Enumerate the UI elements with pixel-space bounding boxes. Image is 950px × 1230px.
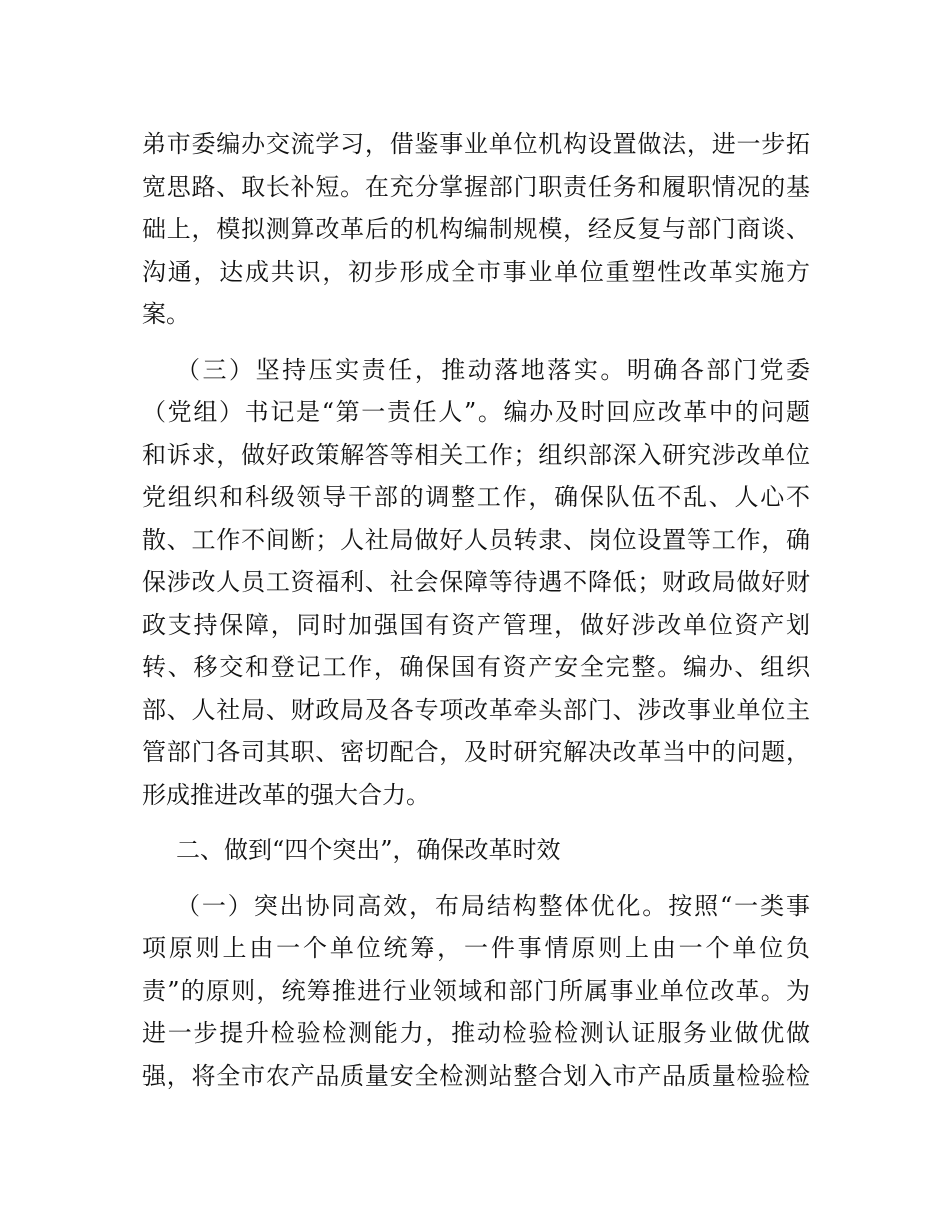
text-line: 政支持保障，同时加强国有资产管理，做好涉改单位资产划 (142, 610, 810, 639)
text-line: 党组织和科级领导干部的调整工作，确保队伍不乱、人心不 (142, 483, 810, 511)
text-line: 宽思路、取长补短。在充分掌握部门职责任务和履职情况的基 (142, 172, 810, 201)
text-line: 和诉求，做好政策解答等相关工作；组织部深入研究涉改单位 (142, 440, 810, 469)
paragraph-4 (142, 885, 810, 1098)
text-line: 管部门各司其职、密切配合，及时研究解决改革当中的问题， (142, 738, 810, 766)
text-line: 散、工作不间断；人社局做好人员转隶、岗位设置等工作，确 (142, 525, 810, 554)
text-line: （三）坚持压实责任，推动落地落实。明确各部门党委 (176, 355, 810, 384)
text-line: 弟市委编办交流学习，借鉴事业单位机构设置做法，进一步拓 (142, 130, 810, 158)
heading-line: 二、做到“四个突出”，确保改革时效 (176, 836, 561, 864)
text-line: 沟通，达成共识，初步形成全市事业单位重塑性改革实施方 (142, 257, 810, 286)
paragraph-1 (142, 123, 810, 336)
text-line: 案。 (142, 300, 190, 328)
text-line: （党组）书记是“第一责任人”。编办及时回应改革中的问题 (142, 398, 810, 426)
text-line: 形成推进改革的强大合力。 (142, 780, 430, 809)
text-line: （一）突出协同高效，布局结构整体优化。按照“一类事 (176, 891, 810, 920)
text-line: 转、移交和登记工作，确保国有资产安全完整。编办、组织 (142, 653, 810, 681)
paragraph-2 (142, 349, 810, 817)
text-line: 保涉改人员工资福利、社会保障等待遇不降低；财政局做好财 (142, 568, 810, 596)
text-line: 责”的原则，统筹推进行业领域和部门所属事业单位改革。为 (142, 976, 810, 1005)
text-line: 进一步提升检验检测能力，推动检验检测认证服务业做优做 (142, 1019, 810, 1047)
text-line: 强，将全市农产品质量安全检测站整合划入市产品质量检验检 (142, 1061, 810, 1090)
section-heading (142, 829, 810, 872)
text-line: 项原则上由一个单位统筹，一件事情原则上由一个单位负 (142, 934, 810, 962)
text-line: 础上，模拟测算改革后的机构编制规模，经反复与部门商谈、 (142, 215, 810, 243)
document-body (142, 123, 810, 1110)
text-line: 部、人社局、财政局及各专项改革牵头部门、涉改事业单位主 (142, 695, 810, 724)
